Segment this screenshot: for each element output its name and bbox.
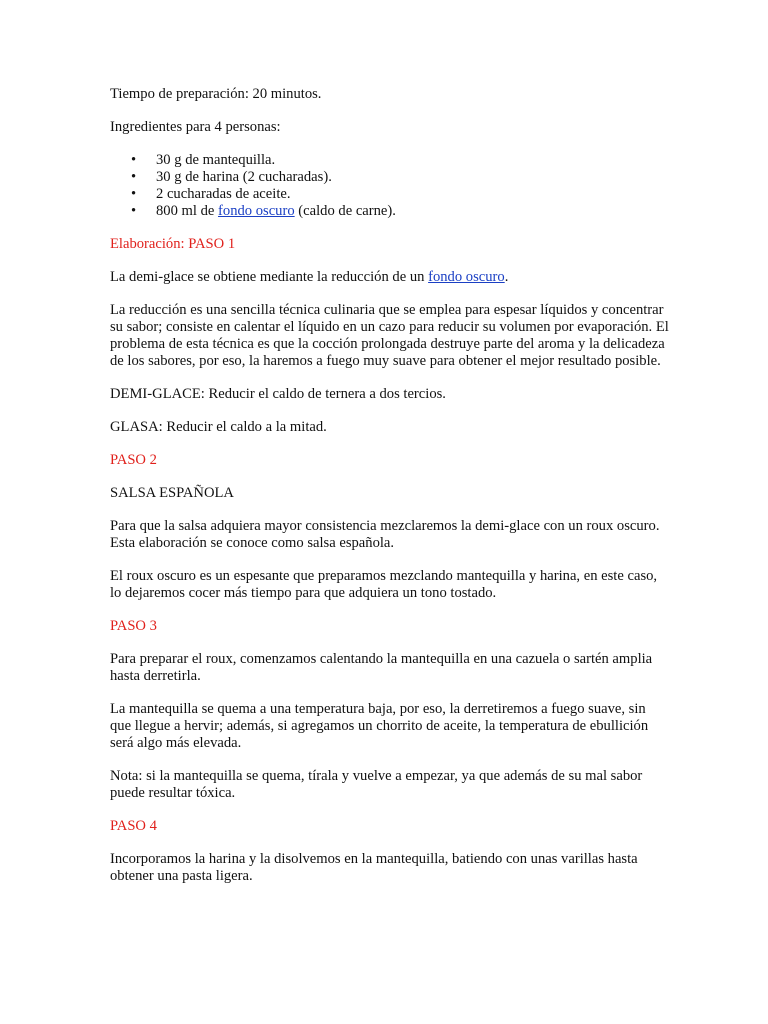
- ingredients-list: [110, 152, 670, 220]
- list-item: [110, 186, 670, 203]
- ingredient-text: 2 cucharadas de aceite.: [156, 186, 291, 202]
- glasa-text: GLASA: Reducir el caldo a la mitad.: [110, 419, 327, 435]
- bullet-icon: •: [131, 186, 137, 202]
- step1-paragraph: La reducción es una sencilla técnica culinaria que se emplea para espesar líquidos y concentrar su sabor; consiste en calentar el líquido en un cazo para reducir su volumen por evaporación. El problema de esta técnica es que la cocción prolongada destruye parte del aroma y la delicadeza de los sabores, por eso, la haremos a fuego muy suave para obtener el mejor resultado posible.: [110, 302, 669, 369]
- fondo-oscuro-link[interactable]: fondo oscuro: [428, 269, 505, 285]
- recipe-document: [110, 86, 670, 901]
- list-item: [110, 203, 670, 220]
- step1-intro-text: La demi-glace se obtiene mediante la reducción de un: [110, 269, 429, 285]
- step1-heading: [110, 236, 670, 253]
- step4-title: PASO 4: [110, 818, 157, 834]
- step1-title: PASO 1: [188, 236, 236, 252]
- step2-paragraph-1: Para que la salsa adquiera mayor consistencia mezclaremos la demi-glace con un roux oscuro. Esta elaboración se conoce como salsa española.: [110, 518, 660, 551]
- ingredients-heading: Ingredientes para 4 personas:: [110, 119, 281, 135]
- step4-paragraph-1: Incorporamos la harina y la disolvemos en la mantequilla, batiendo con unas varillas hasta obtener una pasta ligera.: [110, 851, 638, 884]
- list-item: [110, 169, 670, 186]
- step2-paragraph-2: El roux oscuro es un espesante que preparamos mezclando mantequilla y harina, en este caso, lo dejaremos cocer más tiempo para que adquiera un tono tostado.: [110, 568, 658, 601]
- step2-subtitle: SALSA ESPAÑOLA: [110, 485, 234, 501]
- demi-glace-text: DEMI-GLACE: Reducir el caldo de ternera a dos tercios.: [110, 386, 446, 402]
- step3-paragraph-1: Para preparar el roux, comenzamos calentando la mantequilla en una cazuela o sartén amplia hasta derretirla.: [110, 651, 653, 684]
- elaboracion-label: Elaboración:: [110, 236, 189, 252]
- ingredient-text-post: (caldo de carne).: [294, 203, 396, 219]
- step3-paragraph-2: La mantequilla se quema a una temperatura baja, por eso, la derretiremos a fuego suave, sin que llegue a hervir; además, si agregamos un chorrito de aceite, la temperatura de ebullición será algo más elevada.: [110, 701, 649, 751]
- ingredient-text: 30 g de mantequilla.: [156, 152, 276, 168]
- prep-time: Tiempo de preparación: 20 minutos.: [110, 86, 322, 102]
- step3-note: Nota: si la mantequilla se quema, tírala y vuelve a empezar, ya que además de su mal sabor puede resultar tóxica.: [110, 768, 643, 801]
- bullet-icon: •: [131, 152, 137, 168]
- fondo-oscuro-link[interactable]: fondo oscuro: [218, 203, 295, 219]
- step1-intro-end: .: [504, 269, 509, 285]
- ingredient-text-pre: 800 ml de: [156, 203, 219, 219]
- step3-title: PASO 3: [110, 618, 157, 634]
- list-item: [110, 152, 670, 169]
- step2-title: PASO 2: [110, 452, 157, 468]
- step1-intro: [110, 269, 670, 286]
- bullet-icon: •: [131, 169, 137, 185]
- ingredient-text: 30 g de harina (2 cucharadas).: [156, 169, 332, 185]
- bullet-icon: •: [131, 203, 137, 219]
